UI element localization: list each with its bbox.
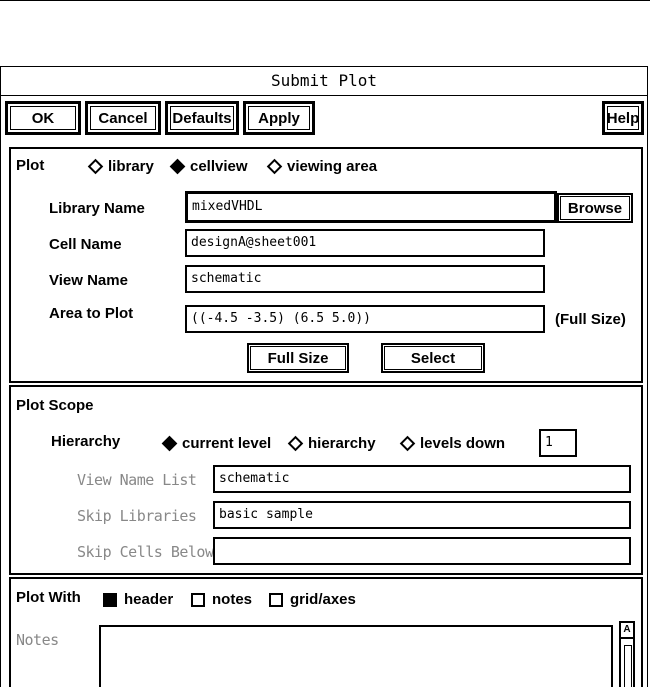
plot-option-cellview-label: cellview	[190, 158, 248, 175]
radio-diamond-selected-icon	[162, 436, 178, 452]
header-checkbox-label: header	[124, 591, 174, 608]
skip-cells-below-label: Skip Cells Below	[77, 543, 214, 561]
radio-diamond-icon	[400, 436, 416, 452]
library-name-label: Library Name	[49, 200, 145, 217]
notes-checkbox-label: notes	[212, 591, 253, 608]
plot-with-section	[9, 577, 643, 687]
skip-libraries-field[interactable]: basic sample	[213, 501, 631, 529]
skip-cells-below-field[interactable]	[213, 537, 631, 565]
ok-button[interactable]: OK	[5, 101, 81, 135]
notes-scrollbar[interactable]	[619, 621, 635, 687]
checkbox-icon	[269, 593, 283, 607]
defaults-button[interactable]: Defaults	[165, 101, 239, 135]
checkbox-icon	[191, 593, 205, 607]
radio-diamond-icon	[267, 159, 283, 175]
notes-checkbox[interactable]	[191, 591, 252, 608]
plot-section	[9, 147, 643, 383]
scroll-thumb[interactable]	[624, 645, 632, 687]
dialog-title: Submit Plot	[1, 67, 647, 96]
scope-option-current-level-label: current level	[182, 435, 272, 452]
scope-option-levels-down[interactable]	[399, 435, 505, 452]
header-checkbox[interactable]	[103, 591, 173, 608]
view-name-list-field[interactable]: schematic	[213, 465, 631, 493]
area-to-plot-label: Area to Plot	[49, 305, 134, 322]
scope-option-current-level[interactable]	[161, 435, 271, 452]
notes-textarea[interactable]	[99, 625, 613, 687]
help-button[interactable]: Help	[602, 101, 644, 135]
scope-option-levels-down-label: levels down	[420, 435, 506, 452]
apply-button[interactable]: Apply	[243, 101, 315, 135]
browse-button[interactable]: Browse	[557, 193, 633, 223]
plot-option-cellview[interactable]	[169, 158, 248, 175]
view-name-label: View Name	[49, 272, 128, 289]
library-name-field[interactable]: mixedVHDL	[185, 191, 557, 223]
plot-option-viewing-area-label: viewing area	[287, 158, 378, 175]
hierarchy-label: Hierarchy	[51, 433, 121, 450]
area-size-note: (Full Size)	[555, 311, 626, 328]
area-to-plot-field[interactable]: ((-4.5 -3.5) (6.5 5.0))	[185, 305, 545, 333]
levels-down-field[interactable]: 1	[539, 429, 577, 457]
plot-with-label: Plot With	[16, 589, 81, 606]
cell-name-label: Cell Name	[49, 236, 122, 253]
view-name-field[interactable]: schematic	[185, 265, 545, 293]
scope-option-hierarchy[interactable]	[287, 435, 376, 452]
plot-scope-section	[9, 385, 643, 575]
plot-option-library-label: library	[108, 158, 154, 175]
cancel-button[interactable]: Cancel	[85, 101, 161, 135]
skip-libraries-label: Skip Libraries	[77, 507, 197, 525]
notes-label: Notes	[16, 631, 59, 649]
radio-diamond-selected-icon	[170, 159, 186, 175]
cell-name-field[interactable]: designA@sheet001	[185, 229, 545, 257]
top-divider	[0, 0, 650, 1]
scroll-up-arrow-icon[interactable]: A	[621, 623, 633, 639]
radio-diamond-icon	[88, 159, 104, 175]
submit-plot-dialog	[0, 66, 648, 687]
grid-axes-checkbox[interactable]	[269, 591, 356, 608]
grid-axes-checkbox-label: grid/axes	[290, 591, 356, 608]
plot-scope-label: Plot Scope	[16, 397, 94, 414]
radio-diamond-icon	[288, 436, 304, 452]
plot-option-library[interactable]	[87, 158, 154, 175]
plot-option-viewing-area[interactable]	[266, 158, 377, 175]
scope-option-hierarchy-label: hierarchy	[308, 435, 376, 452]
checkbox-checked-icon	[103, 593, 117, 607]
view-name-list-label: View Name List	[77, 471, 197, 489]
full-size-button[interactable]: Full Size	[247, 343, 349, 373]
plot-label: Plot	[16, 157, 45, 174]
select-button[interactable]: Select	[381, 343, 485, 373]
